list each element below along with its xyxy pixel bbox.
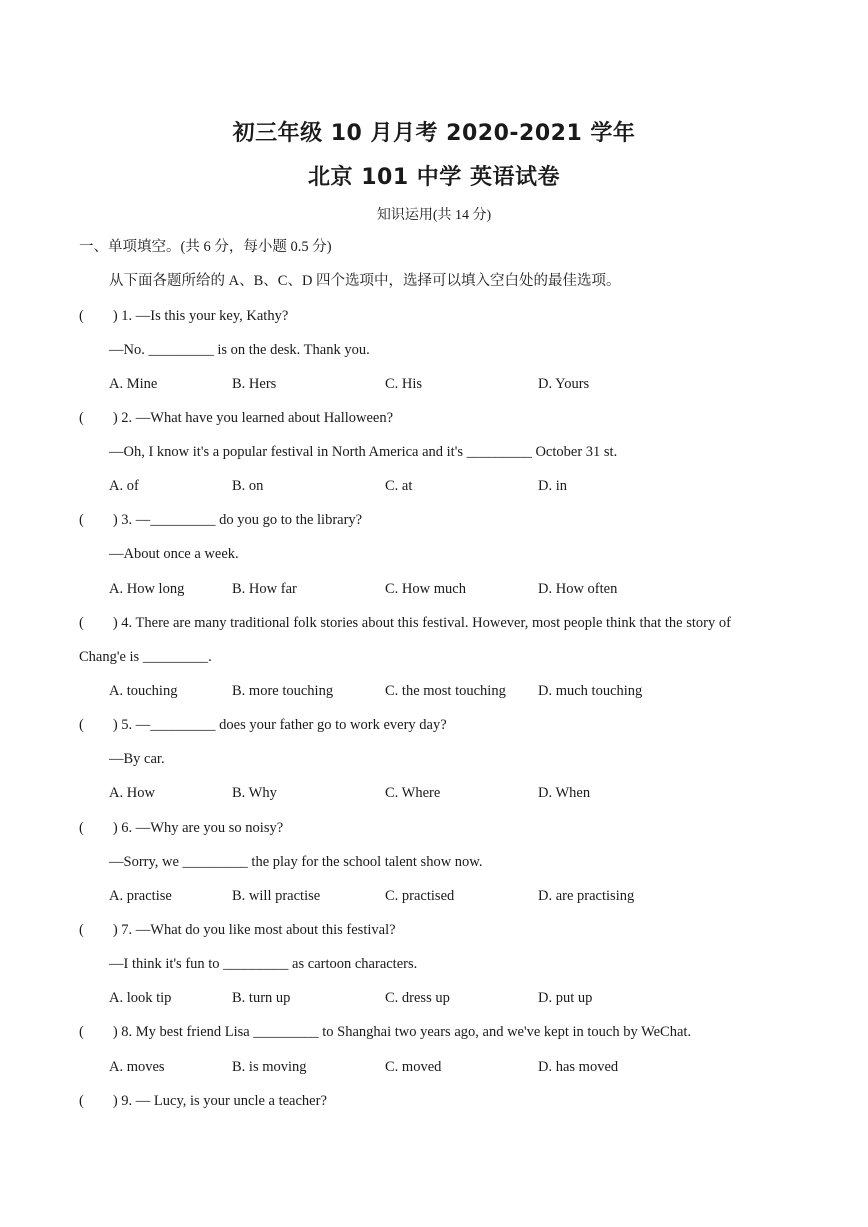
question-4-option-c: C. the most touching <box>385 683 506 699</box>
question-2-stem: ( ) 2. —What have you learned about Halloween? <box>79 410 394 426</box>
question-2-response: —Oh, I know it's a popular festival in North America and it's _________ October 31 st. <box>109 444 618 460</box>
part1-heading: 一、单项填空。(共 6 分，每小题 0.5 分) <box>79 239 332 255</box>
question-4-option-b: B. more touching <box>232 683 334 699</box>
question-4-stem: ( ) 4. There are many traditional folk stories about this festival. However, most people think that the story of <box>79 615 731 631</box>
question-5-option-d: D. When <box>538 785 591 801</box>
question-2-option-b: B. on <box>232 478 264 494</box>
question-2-option-c: C. at <box>385 478 413 494</box>
question-1-response: —No. _________ is on the desk. Thank you. <box>109 342 370 358</box>
question-6-response: —Sorry, we _________ the play for the school talent show now. <box>109 854 483 870</box>
question-4-option-d: D. much touching <box>538 683 643 699</box>
question-8-option-b: B. is moving <box>232 1059 307 1075</box>
question-3-option-b: B. How far <box>232 581 297 597</box>
question-6-option-b: B. will practise <box>232 888 321 904</box>
question-8-option-c: C. moved <box>385 1059 442 1075</box>
exam-title-line2: 北京 101 中学 英语试卷 <box>308 165 560 190</box>
exam-title-line1: 初三年级 10 月月考 2020-2021 学年 <box>232 121 636 146</box>
question-7-option-a: A. look tip <box>109 990 172 1006</box>
question-5-response: —By car. <box>109 751 165 767</box>
question-9-stem: ( ) 9. — Lucy, is your uncle a teacher? <box>79 1093 327 1109</box>
question-1-option-b: B. Hers <box>232 376 277 392</box>
question-3-option-a: A. How long <box>109 581 185 597</box>
question-6-option-d: D. are practising <box>538 888 635 904</box>
question-7-option-c: C. dress up <box>385 990 450 1006</box>
question-1-option-a: A. Mine <box>109 376 158 392</box>
question-7-option-b: B. turn up <box>232 990 291 1006</box>
question-1-option-d: D. Yours <box>538 376 590 392</box>
question-6-option-c: C. practised <box>385 888 455 904</box>
question-3-option-d: D. How often <box>538 581 618 597</box>
section-title: 知识运用(共 14 分) <box>376 208 492 223</box>
question-6-option-a: A. practise <box>109 888 172 904</box>
question-6-stem: ( ) 6. —Why are you so noisy? <box>79 820 284 836</box>
question-5-option-b: B. Why <box>232 785 277 801</box>
question-5-option-a: A. How <box>109 785 155 801</box>
question-7-option-d: D. put up <box>538 990 593 1006</box>
part1-instruction: 从下面各题所给的 A、B、C、D 四个选项中，选择可以填入空白处的最佳选项。 <box>109 273 621 289</box>
question-1-stem: ( ) 1. —Is this your key, Kathy? <box>79 308 289 324</box>
question-3-response: —About once a week. <box>109 546 239 562</box>
question-2-option-a: A. of <box>109 478 139 494</box>
question-4-stem-continued: Chang'e is _________. <box>79 649 212 665</box>
question-7-stem: ( ) 7. —What do you like most about this festival? <box>79 922 396 938</box>
question-5-option-c: C. Where <box>385 785 441 801</box>
question-4-option-a: A. touching <box>109 683 178 699</box>
question-8-option-d: D. has moved <box>538 1059 619 1075</box>
question-2-option-d: D. in <box>538 478 567 494</box>
question-8-stem: ( ) 8. My best friend Lisa _________ to Shanghai two years ago, and we've kept in touch by WeChat. <box>79 1024 692 1040</box>
question-7-response: —I think it's fun to _________ as cartoon characters. <box>109 956 418 972</box>
question-3-option-c: C. How much <box>385 581 466 597</box>
question-5-stem: ( ) 5. —_________ does your father go to work every day? <box>79 717 447 733</box>
question-8-option-a: A. moves <box>109 1059 165 1075</box>
question-3-stem: ( ) 3. —_________ do you go to the library? <box>79 512 363 528</box>
question-1-option-c: C. His <box>385 376 423 392</box>
